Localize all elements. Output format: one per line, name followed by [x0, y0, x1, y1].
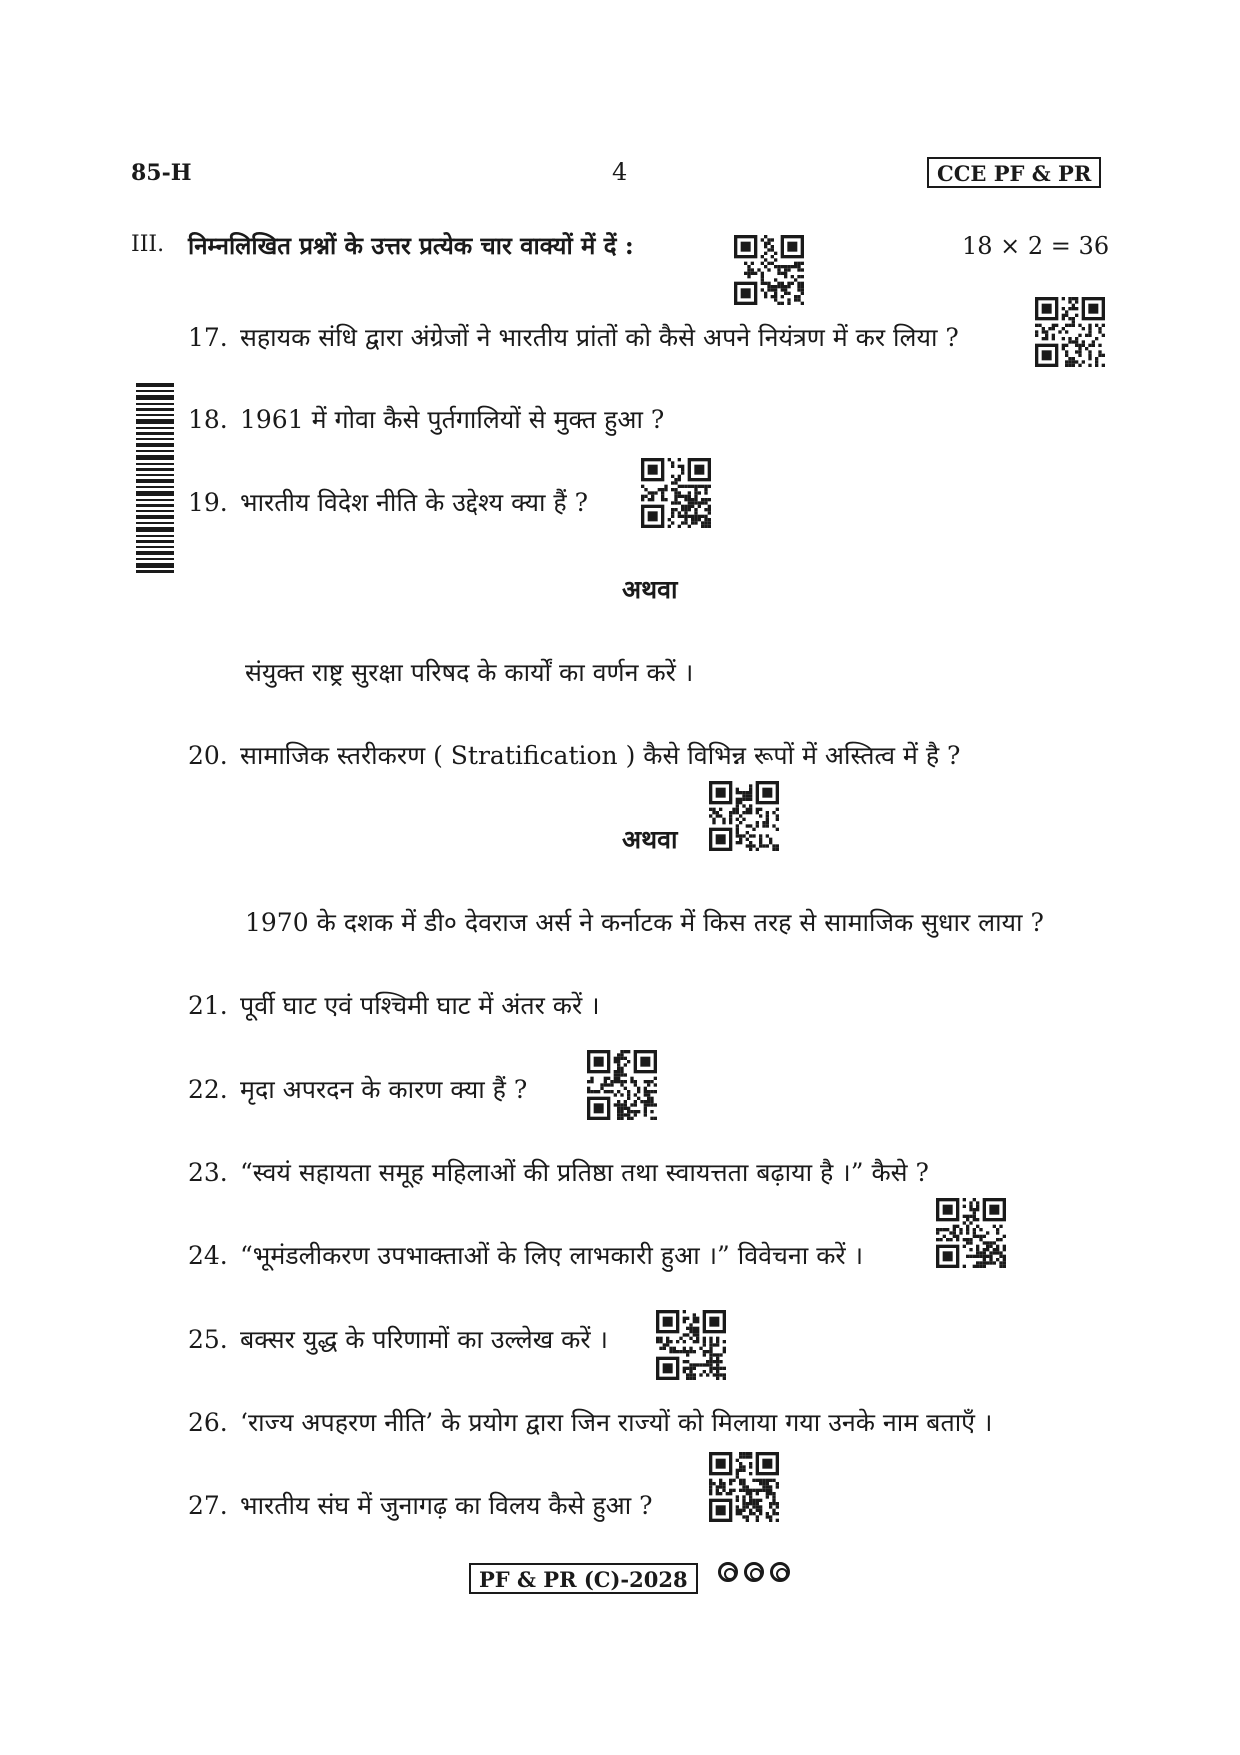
question-text: भारतीय विदेश नीति के उद्देश्य क्या हैं ?: [240, 488, 589, 517]
question-19-alternative: संयुक्त राष्ट्र सुरक्षा परिषद के कार्यों का वर्णन करें ।: [245, 658, 694, 687]
section-marks: 18 × 2 = 36: [962, 232, 1110, 260]
question-19: [188, 485, 588, 519]
question-20-alternative: 1970 के दशक में डी० देवराज अर्स ने कर्नाटक में किस तरह से सामाजिक सुधार लाया ?: [245, 908, 1044, 937]
question-20: [188, 738, 960, 772]
question-text: मृदा अपरदन के कारण क्या हैं ?: [240, 1075, 528, 1104]
question-23: [188, 1155, 929, 1189]
ring-icon: [770, 1562, 790, 1582]
question-22: [188, 1072, 527, 1106]
question-number: 17.: [188, 323, 228, 352]
or-label: अथवा: [622, 825, 678, 854]
question-text: “भूमंडलीकरण उपभाक्ताओं के लिए लाभकारी हुआ ।” विवेचना करें ।: [240, 1241, 864, 1270]
section-instruction: निम्नलिखित प्रश्नों के उत्तर प्रत्येक चार वाक्यों में दें :: [188, 231, 634, 260]
question-text: 1961 में गोवा कैसे पुर्तगालियों से मुक्त हुआ ?: [240, 405, 665, 434]
question-number: 20.: [188, 741, 228, 770]
section-roman: III.: [131, 232, 165, 257]
footer-rings: [718, 1562, 796, 1586]
question-number: 22.: [188, 1075, 228, 1104]
question-27: [188, 1488, 653, 1522]
page-number: 4: [612, 158, 628, 186]
qr-code-icon: [587, 1050, 657, 1120]
question-number: 27.: [188, 1491, 228, 1520]
question-24: [188, 1238, 863, 1272]
question-25: [188, 1322, 608, 1356]
question-text: भारतीय संघ में जुनागढ़ का विलय कैसे हुआ ?: [240, 1491, 653, 1520]
ring-icon: [718, 1562, 738, 1582]
question-number: 24.: [188, 1241, 228, 1270]
question-text: सहायक संधि द्वारा अंग्रेजों ने भारतीय प्रांतों को कैसे अपने नियंत्रण में कर लिया ?: [240, 323, 959, 352]
question-text: ‘राज्य अपहरण नीति’ के प्रयोग द्वारा जिन राज्यों को मिलाया गया उनके नाम बताएँ ।: [240, 1408, 993, 1437]
question-number: 21.: [188, 991, 228, 1020]
qr-code-icon: [709, 781, 779, 851]
question-number: 18.: [188, 405, 228, 434]
qr-code-icon: [734, 235, 804, 305]
series-label: CCE PF & PR: [927, 157, 1101, 188]
question-number: 23.: [188, 1158, 228, 1187]
footer-paper-code: PF & PR (C)-2028: [469, 1563, 698, 1594]
qr-code-icon: [709, 1452, 779, 1522]
question-text: “स्वयं सहायता समूह महिलाओं की प्रतिष्ठा तथा स्वायत्तता बढ़ाया है ।” कैसे ?: [240, 1158, 929, 1187]
question-number: 19.: [188, 488, 228, 517]
qr-code-icon: [936, 1198, 1006, 1268]
or-label: अथवा: [622, 575, 678, 604]
ring-icon: [744, 1562, 764, 1582]
question-number: 25.: [188, 1325, 228, 1354]
question-number: 26.: [188, 1408, 228, 1437]
question-text: बक्सर युद्ध के परिणामों का उल्लेख करें ।: [240, 1325, 609, 1354]
qr-code-icon: [1035, 297, 1105, 367]
question-21: [188, 988, 600, 1022]
question-text: सामाजिक स्तरीकरण ( Stratification ) कैसे विभिन्न रूपों में अस्तित्व में है ?: [240, 741, 961, 770]
question-26: [188, 1405, 992, 1439]
qr-code-icon: [641, 458, 711, 528]
barcode-image: [136, 383, 174, 573]
question-17: [188, 320, 959, 354]
question-text: पूर्वी घाट एवं पश्चिमी घाट में अंतर करें ।: [240, 991, 600, 1020]
paper-code: 85-H: [131, 160, 192, 186]
qr-code-icon: [656, 1310, 726, 1380]
question-18: [188, 402, 664, 436]
